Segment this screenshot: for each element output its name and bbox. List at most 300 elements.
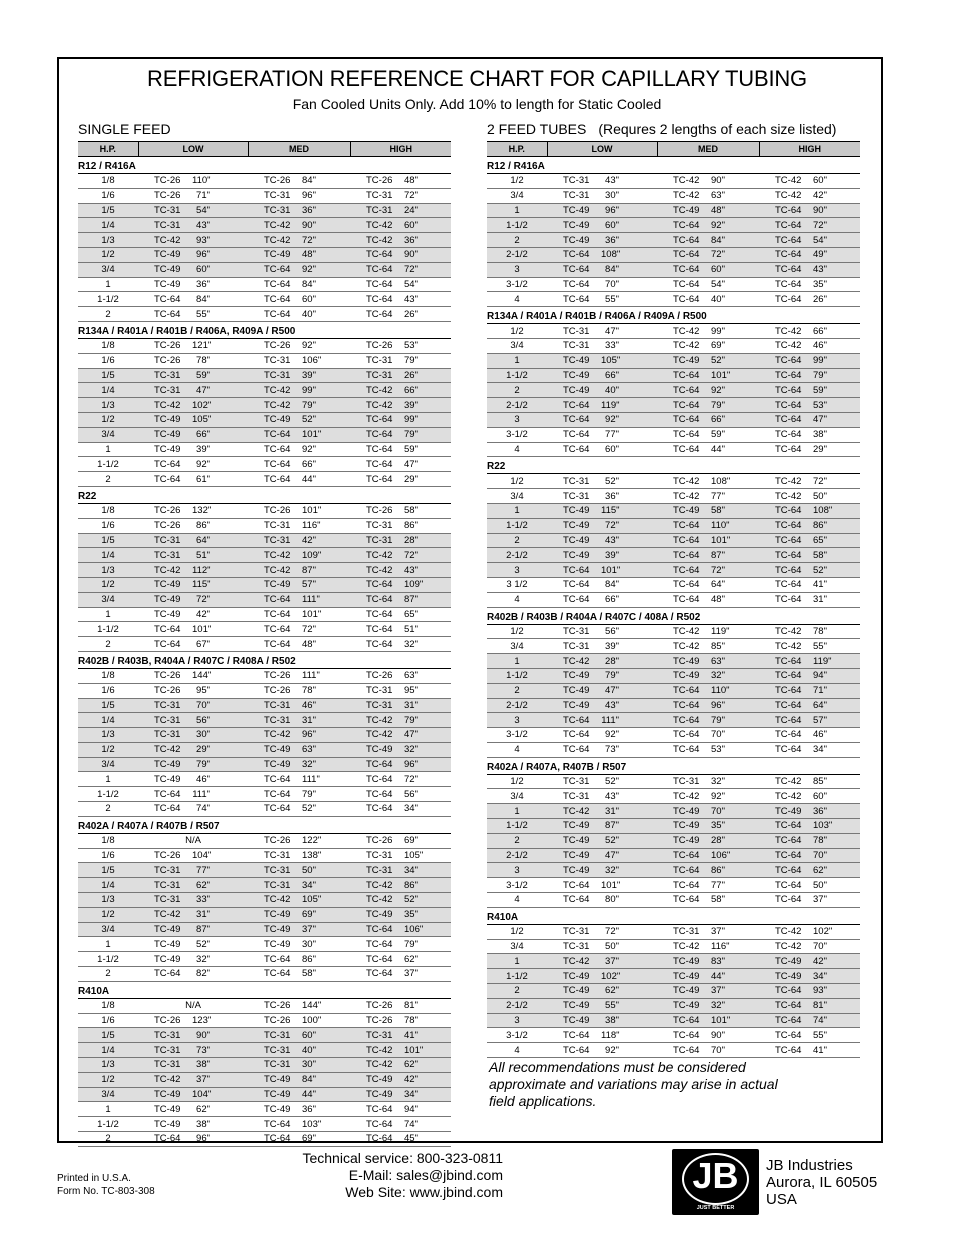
hp-cell: 1/3 <box>78 893 138 908</box>
tube-size-cell: TC-49 <box>547 503 601 518</box>
length-cell: 43" <box>601 698 657 713</box>
hp-cell: 1/5 <box>78 203 138 218</box>
table-row <box>487 292 860 307</box>
table-row <box>487 969 860 984</box>
length-cell: 59" <box>711 427 759 442</box>
length-cell: 106" <box>711 848 759 863</box>
length-cell: 62" <box>404 1058 451 1073</box>
length-cell: 104" <box>192 848 248 863</box>
tube-size-cell: TC-42 <box>138 563 192 578</box>
table-row <box>487 924 860 939</box>
length-cell: 47" <box>404 457 451 472</box>
length-cell: 84" <box>601 262 657 277</box>
table-row <box>487 592 860 607</box>
tube-size-cell: TC-31 <box>547 789 601 804</box>
length-cell: 58" <box>711 893 759 908</box>
hp-cell: 2 <box>78 1132 138 1147</box>
length-cell: 48" <box>404 174 451 189</box>
length-cell: 32" <box>404 637 451 652</box>
tube-size-cell: TC-31 <box>248 848 302 863</box>
table-row <box>487 548 860 563</box>
hp-cell: 2 <box>487 984 547 999</box>
length-cell: 48" <box>711 203 759 218</box>
tube-size-cell: TC-64 <box>759 577 813 592</box>
tube-size-cell: TC-26 <box>138 174 192 189</box>
length-cell: 38" <box>192 1117 248 1132</box>
table-row <box>78 1072 451 1087</box>
tube-size-cell: TC-31 <box>547 774 601 789</box>
refrigerant-section-title: R12 / R416A <box>78 157 451 174</box>
table-row <box>487 939 860 954</box>
tube-size-cell: TC-64 <box>759 412 813 427</box>
hp-cell: 3/4 <box>487 188 547 203</box>
refrigerant-section-title: R134A / R401A / R401B / R406A, R409A / R500 <box>78 321 451 338</box>
length-cell: 62" <box>601 984 657 999</box>
length-cell: 60" <box>601 218 657 233</box>
tube-size-cell: TC-42 <box>248 563 302 578</box>
table-row <box>78 937 451 952</box>
tube-size-cell: TC-49 <box>138 277 192 292</box>
table-row <box>487 1028 860 1043</box>
tube-size-cell: TC-64 <box>547 878 601 893</box>
tube-size-cell: TC-42 <box>350 218 404 233</box>
length-cell: 34" <box>404 802 451 817</box>
length-cell: 28" <box>601 654 657 669</box>
length-cell: 41" <box>813 1043 860 1058</box>
hp-cell: 1/6 <box>78 1013 138 1028</box>
tube-size-cell: TC-64 <box>547 247 601 262</box>
length-cell: 69" <box>404 833 451 848</box>
table-row <box>487 442 860 457</box>
hp-cell: 1/2 <box>78 907 138 922</box>
tube-size-cell: TC-64 <box>350 427 404 442</box>
tube-size-cell: TC-64 <box>248 772 302 787</box>
tube-size-cell: TC-49 <box>547 969 601 984</box>
length-cell: 119" <box>813 654 860 669</box>
length-cell: 55" <box>813 1028 860 1043</box>
tube-size-cell: TC-49 <box>547 833 601 848</box>
tube-size-cell: TC-42 <box>350 548 404 563</box>
length-cell: 72" <box>813 218 860 233</box>
table-row <box>487 174 860 189</box>
tube-size-cell: TC-64 <box>248 967 302 982</box>
length-cell: 66" <box>192 427 248 442</box>
tube-size-cell: TC-42 <box>350 563 404 578</box>
length-cell: 86" <box>192 518 248 533</box>
length-cell: 102" <box>601 969 657 984</box>
length-cell: 44" <box>711 442 759 457</box>
tube-size-cell: TC-49 <box>657 998 711 1013</box>
length-cell: 42" <box>813 188 860 203</box>
length-cell: 59" <box>192 368 248 383</box>
tube-size-cell: TC-49 <box>657 503 711 518</box>
tube-size-cell: TC-64 <box>248 1132 302 1147</box>
tube-size-cell: TC-49 <box>547 984 601 999</box>
length-cell: 32" <box>404 742 451 757</box>
tube-size-cell: TC-31 <box>657 774 711 789</box>
email[interactable]: E-Mail: sales@jbind.com <box>348 1167 503 1183</box>
tube-size-cell: TC-42 <box>350 1058 404 1073</box>
tube-size-cell: TC-42 <box>759 489 813 504</box>
hp-cell: 4 <box>487 592 547 607</box>
hp-cell: 3 1/2 <box>487 577 547 592</box>
tube-size-cell: TC-42 <box>547 804 601 819</box>
tube-size-cell: TC-64 <box>248 787 302 802</box>
table-row <box>487 427 860 442</box>
tube-size-cell: TC-31 <box>248 713 302 728</box>
hp-cell: 4 <box>487 1043 547 1058</box>
tube-size-cell: TC-64 <box>248 802 302 817</box>
tube-size-cell: TC-64 <box>547 262 601 277</box>
length-cell: 83" <box>711 954 759 969</box>
table-row <box>487 383 860 398</box>
tube-size-cell: TC-64 <box>350 262 404 277</box>
tube-size-cell: TC-42 <box>138 907 192 922</box>
length-cell: 29" <box>404 472 451 487</box>
hp-cell: 3/4 <box>78 1087 138 1102</box>
length-cell: 73" <box>601 742 657 757</box>
tube-size-cell: TC-31 <box>138 1028 192 1043</box>
length-cell: 74" <box>192 802 248 817</box>
tube-size-cell: TC-31 <box>138 548 192 563</box>
tube-size-cell: TC-31 <box>248 353 302 368</box>
length-cell: 109" <box>302 548 350 563</box>
tube-size-cell: TC-64 <box>657 563 711 578</box>
length-cell: 30" <box>601 188 657 203</box>
length-cell: 32" <box>302 757 350 772</box>
length-cell: 104" <box>192 1087 248 1102</box>
tube-size-cell: TC-64 <box>759 218 813 233</box>
tube-size-cell: TC-64 <box>138 457 192 472</box>
table-row <box>78 427 451 442</box>
length-cell: 29" <box>813 442 860 457</box>
table-row <box>78 952 451 967</box>
tube-size-cell: TC-64 <box>657 1028 711 1043</box>
tube-size-cell: TC-31 <box>138 1043 192 1058</box>
length-cell: 94" <box>404 1102 451 1117</box>
length-cell: 61" <box>192 472 248 487</box>
tube-size-cell: TC-64 <box>350 952 404 967</box>
two-feed-column <box>487 120 860 1058</box>
hp-cell: 3/4 <box>78 757 138 772</box>
hp-cell: 2-1/2 <box>487 848 547 863</box>
length-cell: 42" <box>302 533 350 548</box>
table-row <box>78 1043 451 1058</box>
length-cell: 84" <box>192 292 248 307</box>
tube-size-cell: TC-31 <box>138 368 192 383</box>
length-cell: 79" <box>192 757 248 772</box>
tube-size-cell: TC-64 <box>547 1043 601 1058</box>
length-cell: 70" <box>813 848 860 863</box>
tube-size-cell: TC-64 <box>248 1117 302 1132</box>
length-cell: 92" <box>711 789 759 804</box>
length-cell: 87" <box>192 922 248 937</box>
length-cell: 29" <box>192 742 248 757</box>
length-cell: 37" <box>711 984 759 999</box>
hp-cell: 1 <box>78 772 138 787</box>
tube-size-cell: TC-49 <box>547 668 601 683</box>
length-cell: 72" <box>404 548 451 563</box>
hp-cell: 3/4 <box>487 489 547 504</box>
length-cell: 92" <box>711 383 759 398</box>
tube-size-cell: TC-64 <box>350 292 404 307</box>
length-cell: 38" <box>601 1013 657 1028</box>
tube-size-cell: TC-49 <box>547 1013 601 1028</box>
length-cell: 79" <box>711 713 759 728</box>
printed-info: Printed in U.S.A. Form No. TC-803-308 <box>57 1173 155 1197</box>
table-row <box>78 383 451 398</box>
length-cell: 86" <box>813 518 860 533</box>
length-cell: 40" <box>601 383 657 398</box>
tube-size-cell: TC-31 <box>248 533 302 548</box>
tube-size-cell: TC-49 <box>138 247 192 262</box>
tube-size-cell: TC-64 <box>759 819 813 834</box>
length-cell: 101" <box>302 607 350 622</box>
length-cell: 56" <box>404 787 451 802</box>
length-cell: 32" <box>192 952 248 967</box>
hp-cell: 1/6 <box>78 353 138 368</box>
tube-size-cell: TC-64 <box>547 577 601 592</box>
table-row <box>78 338 451 353</box>
hp-cell: 4 <box>487 893 547 908</box>
length-cell: 66" <box>302 457 350 472</box>
length-cell: 100" <box>302 1013 350 1028</box>
tube-size-cell: TC-64 <box>759 262 813 277</box>
tube-size-cell: TC-42 <box>248 383 302 398</box>
tube-size-cell: TC-49 <box>138 772 192 787</box>
table-row <box>487 1043 860 1058</box>
length-cell: 38" <box>813 427 860 442</box>
tube-size-cell: TC-64 <box>759 533 813 548</box>
hp-cell: 2 <box>78 307 138 322</box>
length-cell: 115" <box>601 503 657 518</box>
length-cell: 59" <box>404 442 451 457</box>
length-cell: 79" <box>404 427 451 442</box>
hp-cell: 3/4 <box>487 789 547 804</box>
length-cell: 31" <box>192 907 248 922</box>
length-cell: 87" <box>601 819 657 834</box>
table-row <box>487 998 860 1013</box>
table-row <box>78 1132 451 1147</box>
length-cell: 48" <box>302 247 350 262</box>
hp-cell: 3/4 <box>487 639 547 654</box>
tube-size-cell: TC-64 <box>547 592 601 607</box>
tube-size-cell: TC-26 <box>350 174 404 189</box>
tube-size-cell: TC-42 <box>759 324 813 339</box>
tube-size-cell: TC-64 <box>350 442 404 457</box>
tube-size-cell: TC-42 <box>657 789 711 804</box>
hp-cell: 2-1/2 <box>487 698 547 713</box>
tube-size-cell: TC-64 <box>350 577 404 592</box>
length-cell: 85" <box>813 774 860 789</box>
tube-size-cell: TC-49 <box>138 1102 192 1117</box>
hp-cell: 1/6 <box>78 188 138 203</box>
tube-size-cell: TC-49 <box>138 592 192 607</box>
tube-size-cell: TC-31 <box>350 863 404 878</box>
tube-size-cell: N/A <box>138 998 248 1013</box>
tube-size-cell: N/A <box>138 833 248 848</box>
tube-size-cell: TC-31 <box>138 728 192 743</box>
table-row <box>487 277 860 292</box>
length-cell: 101" <box>711 533 759 548</box>
tube-size-cell: TC-26 <box>248 1013 302 1028</box>
tube-size-cell: TC-26 <box>138 503 192 518</box>
tube-size-cell: TC-26 <box>138 338 192 353</box>
table-row <box>78 307 451 322</box>
length-cell: 43" <box>404 292 451 307</box>
tube-size-cell: TC-49 <box>547 698 601 713</box>
length-cell: 92" <box>711 218 759 233</box>
hp-cell: 1/4 <box>78 1043 138 1058</box>
length-cell: 70" <box>711 1043 759 1058</box>
table-row <box>487 878 860 893</box>
tube-size-cell: TC-64 <box>547 412 601 427</box>
length-cell: 90" <box>711 1028 759 1043</box>
tube-size-cell: TC-64 <box>350 277 404 292</box>
length-cell: 43" <box>601 533 657 548</box>
length-cell: 78" <box>813 624 860 639</box>
tube-size-cell: TC-64 <box>759 368 813 383</box>
hp-cell: 3 <box>487 412 547 427</box>
length-cell: 72" <box>404 262 451 277</box>
length-cell: 64" <box>813 698 860 713</box>
tube-size-cell: TC-64 <box>350 787 404 802</box>
tube-size-cell: TC-26 <box>248 668 302 683</box>
header-high: HIGH <box>350 142 451 157</box>
tube-size-cell: TC-49 <box>547 368 601 383</box>
hp-cell: 1/2 <box>78 412 138 427</box>
length-cell: 60" <box>711 262 759 277</box>
tube-size-cell: TC-49 <box>248 1102 302 1117</box>
length-cell: 32" <box>711 774 759 789</box>
length-cell: 92" <box>302 442 350 457</box>
length-cell: 99" <box>813 353 860 368</box>
table-row <box>78 998 451 1013</box>
table-row <box>487 324 860 339</box>
length-cell: 90" <box>302 218 350 233</box>
length-cell: 55" <box>601 292 657 307</box>
tube-size-cell: TC-31 <box>547 939 601 954</box>
table-row <box>487 668 860 683</box>
length-cell: 56" <box>601 624 657 639</box>
length-cell: 84" <box>601 577 657 592</box>
tube-size-cell: TC-49 <box>657 203 711 218</box>
hp-cell: 1/6 <box>78 518 138 533</box>
hp-cell: 1/5 <box>78 533 138 548</box>
length-cell: 33" <box>601 338 657 353</box>
tube-size-cell: TC-64 <box>138 802 192 817</box>
tube-size-cell: TC-49 <box>657 833 711 848</box>
tube-size-cell: TC-64 <box>657 698 711 713</box>
length-cell: 71" <box>813 683 860 698</box>
length-cell: 58" <box>813 548 860 563</box>
length-cell: 82" <box>192 967 248 982</box>
tube-size-cell: TC-42 <box>350 713 404 728</box>
tube-size-cell: TC-42 <box>350 233 404 248</box>
tube-size-cell: TC-31 <box>350 203 404 218</box>
table-row <box>78 533 451 548</box>
hp-cell: 1 <box>78 277 138 292</box>
length-cell: 79" <box>404 713 451 728</box>
length-cell: 47" <box>601 683 657 698</box>
hp-cell: 4 <box>487 742 547 757</box>
length-cell: 30" <box>192 728 248 743</box>
length-cell: 60" <box>404 218 451 233</box>
tube-size-cell: TC-26 <box>350 503 404 518</box>
hp-cell: 1/2 <box>78 742 138 757</box>
table-row <box>78 277 451 292</box>
tube-size-cell: TC-42 <box>657 174 711 189</box>
length-cell: 36" <box>302 1102 350 1117</box>
length-cell: 106" <box>404 922 451 937</box>
tube-size-cell: TC-49 <box>350 907 404 922</box>
length-cell: 112" <box>192 563 248 578</box>
tube-size-cell: TC-31 <box>248 1043 302 1058</box>
length-cell: 60" <box>302 1028 350 1043</box>
tube-size-cell: TC-49 <box>547 819 601 834</box>
table-row <box>487 218 860 233</box>
length-cell: 44" <box>711 969 759 984</box>
tube-size-cell: TC-26 <box>138 668 192 683</box>
table-row <box>78 203 451 218</box>
table-row <box>78 233 451 248</box>
table-row <box>78 262 451 277</box>
tube-size-cell: TC-31 <box>248 188 302 203</box>
length-cell: 37" <box>302 922 350 937</box>
tube-size-cell: TC-49 <box>547 203 601 218</box>
table-row <box>487 654 860 669</box>
length-cell: 36" <box>601 489 657 504</box>
length-cell: 79" <box>404 937 451 952</box>
table-row <box>78 607 451 622</box>
tube-size-cell: TC-42 <box>657 939 711 954</box>
table-row <box>487 698 860 713</box>
hp-cell: 1 <box>78 937 138 952</box>
hp-cell: 1/5 <box>78 698 138 713</box>
tube-size-cell: TC-49 <box>248 412 302 427</box>
tube-size-cell: TC-64 <box>657 1043 711 1058</box>
length-cell: 57" <box>302 577 350 592</box>
length-cell: 43" <box>601 789 657 804</box>
hp-cell: 1/6 <box>78 848 138 863</box>
two-feed-table <box>487 141 860 1058</box>
tube-size-cell: TC-49 <box>248 937 302 952</box>
website[interactable]: Web Site: www.jbind.com <box>345 1184 503 1200</box>
length-cell: 26" <box>813 292 860 307</box>
length-cell: 46" <box>813 728 860 743</box>
hp-cell: 3 <box>487 713 547 728</box>
length-cell: 36" <box>192 277 248 292</box>
length-cell: 119" <box>711 624 759 639</box>
length-cell: 69" <box>302 1132 350 1147</box>
hp-cell: 1-1/2 <box>78 457 138 472</box>
tube-size-cell: TC-49 <box>138 922 192 937</box>
tube-size-cell: TC-49 <box>138 757 192 772</box>
hp-cell: 3-1/2 <box>487 878 547 893</box>
length-cell: 72" <box>404 772 451 787</box>
length-cell: 55" <box>813 639 860 654</box>
disclaimer: All recommendations must be considered approximate and variations may arise in actual field applications. <box>489 1059 778 1109</box>
table-row <box>487 233 860 248</box>
tube-size-cell: TC-42 <box>759 174 813 189</box>
contact-info <box>250 1150 503 1201</box>
table-row <box>487 639 860 654</box>
tube-size-cell: TC-49 <box>248 742 302 757</box>
tube-size-cell: TC-49 <box>657 353 711 368</box>
tube-size-cell: TC-49 <box>350 742 404 757</box>
length-cell: 46" <box>813 338 860 353</box>
length-cell: 59" <box>813 383 860 398</box>
